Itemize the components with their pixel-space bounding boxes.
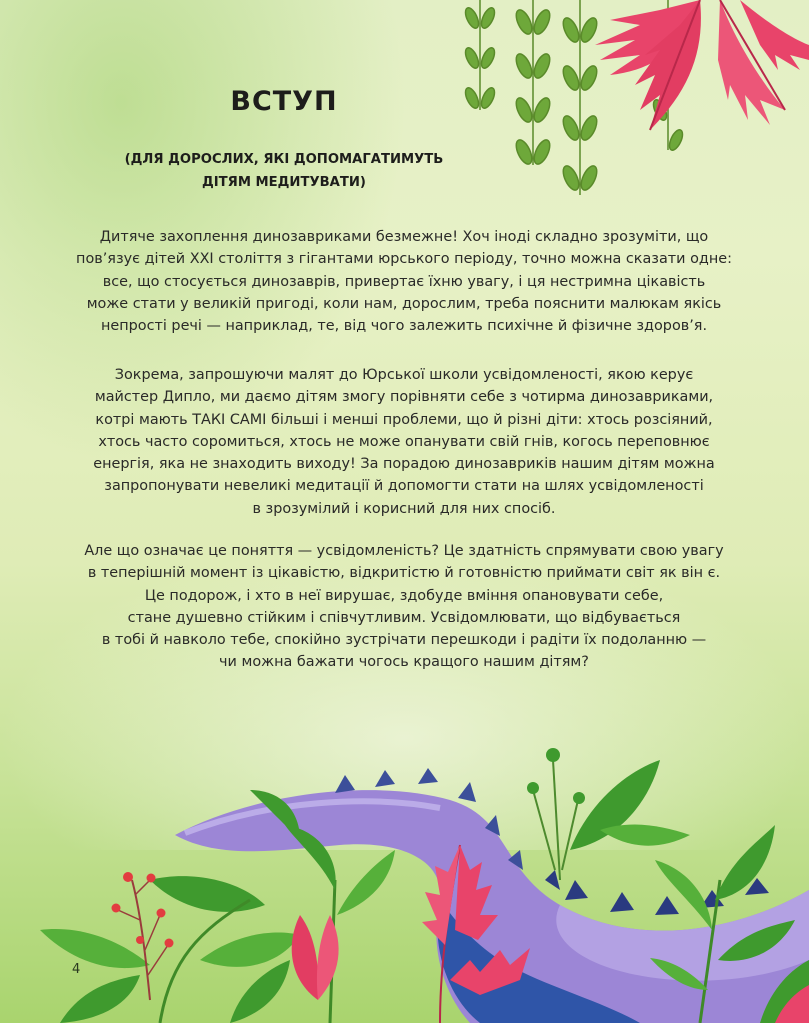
text-line: чи можна бажати чогось кращого нашим дітям? bbox=[219, 654, 589, 671]
plant-foliage-icon bbox=[40, 748, 809, 1023]
subtitle-line: (ДЛЯ ДОРОСЛИХ, ЯКІ ДОПОМАГАТИМУТЬ bbox=[124, 152, 444, 167]
text-line: майстер Дипло, ми даємо дітям змогу порівняти себе з чотирма динозавриками, bbox=[94, 389, 714, 406]
text-line: Дитяче захоплення динозавриками безмежне! Хоч іноді складно зрозуміти, що bbox=[99, 229, 709, 245]
page-number: 4 bbox=[72, 962, 81, 977]
text-line: Це подорож, і хто в неї вирушає, здобуде вміння опановувати себе, bbox=[144, 587, 664, 604]
text-line: в тобі й навколо тебе, спокійно зустрічати перешкоди і радіти їх подоланню — bbox=[101, 632, 707, 649]
text-line: пов’язує дітей XXI століття з гігантами юрського періоду, точно можна сказати одне: bbox=[76, 251, 732, 268]
text-line: запропонувати невеликі медитації й допомогти стати на шлях усвідомленості bbox=[104, 478, 704, 495]
text-line: в зрозумілий і корисний для них спосіб. bbox=[252, 500, 556, 517]
subtitle-line: ДІТЯМ МЕДИТУВАТИ) bbox=[202, 175, 366, 190]
text-line: хтось часто соромиться, хтось не може опанувати свій гнів, когось переповнює bbox=[98, 433, 710, 450]
page-title: ВСТУП bbox=[230, 86, 338, 117]
text-line: стане душевно стійким і співчутливим. Усвідомлювати, що відбувається bbox=[127, 609, 681, 626]
text-line: Зокрема, запрошуючи малят до Юрської школи усвідомленості, якою керує bbox=[114, 367, 694, 383]
text-line: енергія, яка не знаходить виходу! За порадою динозавриків нашим дітям можна bbox=[93, 456, 715, 473]
text-line: в теперішній момент із цікавістю, відкритістю й готовністю приймати світ як він є. bbox=[87, 565, 721, 582]
text-line: все, що стосується динозаврів, привертає їхню увагу, і ця нестримна цікавість bbox=[102, 273, 706, 290]
text-line: Але що означає це поняття — усвідомленість? Це здатність спрямувати свою увагу bbox=[84, 543, 724, 559]
text-line: котрі мають ТАКІ САМІ більші і менші проблеми, що й різні діти: хтось розсіяний, bbox=[95, 411, 713, 428]
text-line: може стати у великій пригоді, коли нам, дорослим, треба пояснити малюкам якісь bbox=[86, 295, 722, 312]
text-line: непрості речі — наприклад, те, від чого залежить психічне й фізичне здоров’я. bbox=[100, 318, 708, 335]
